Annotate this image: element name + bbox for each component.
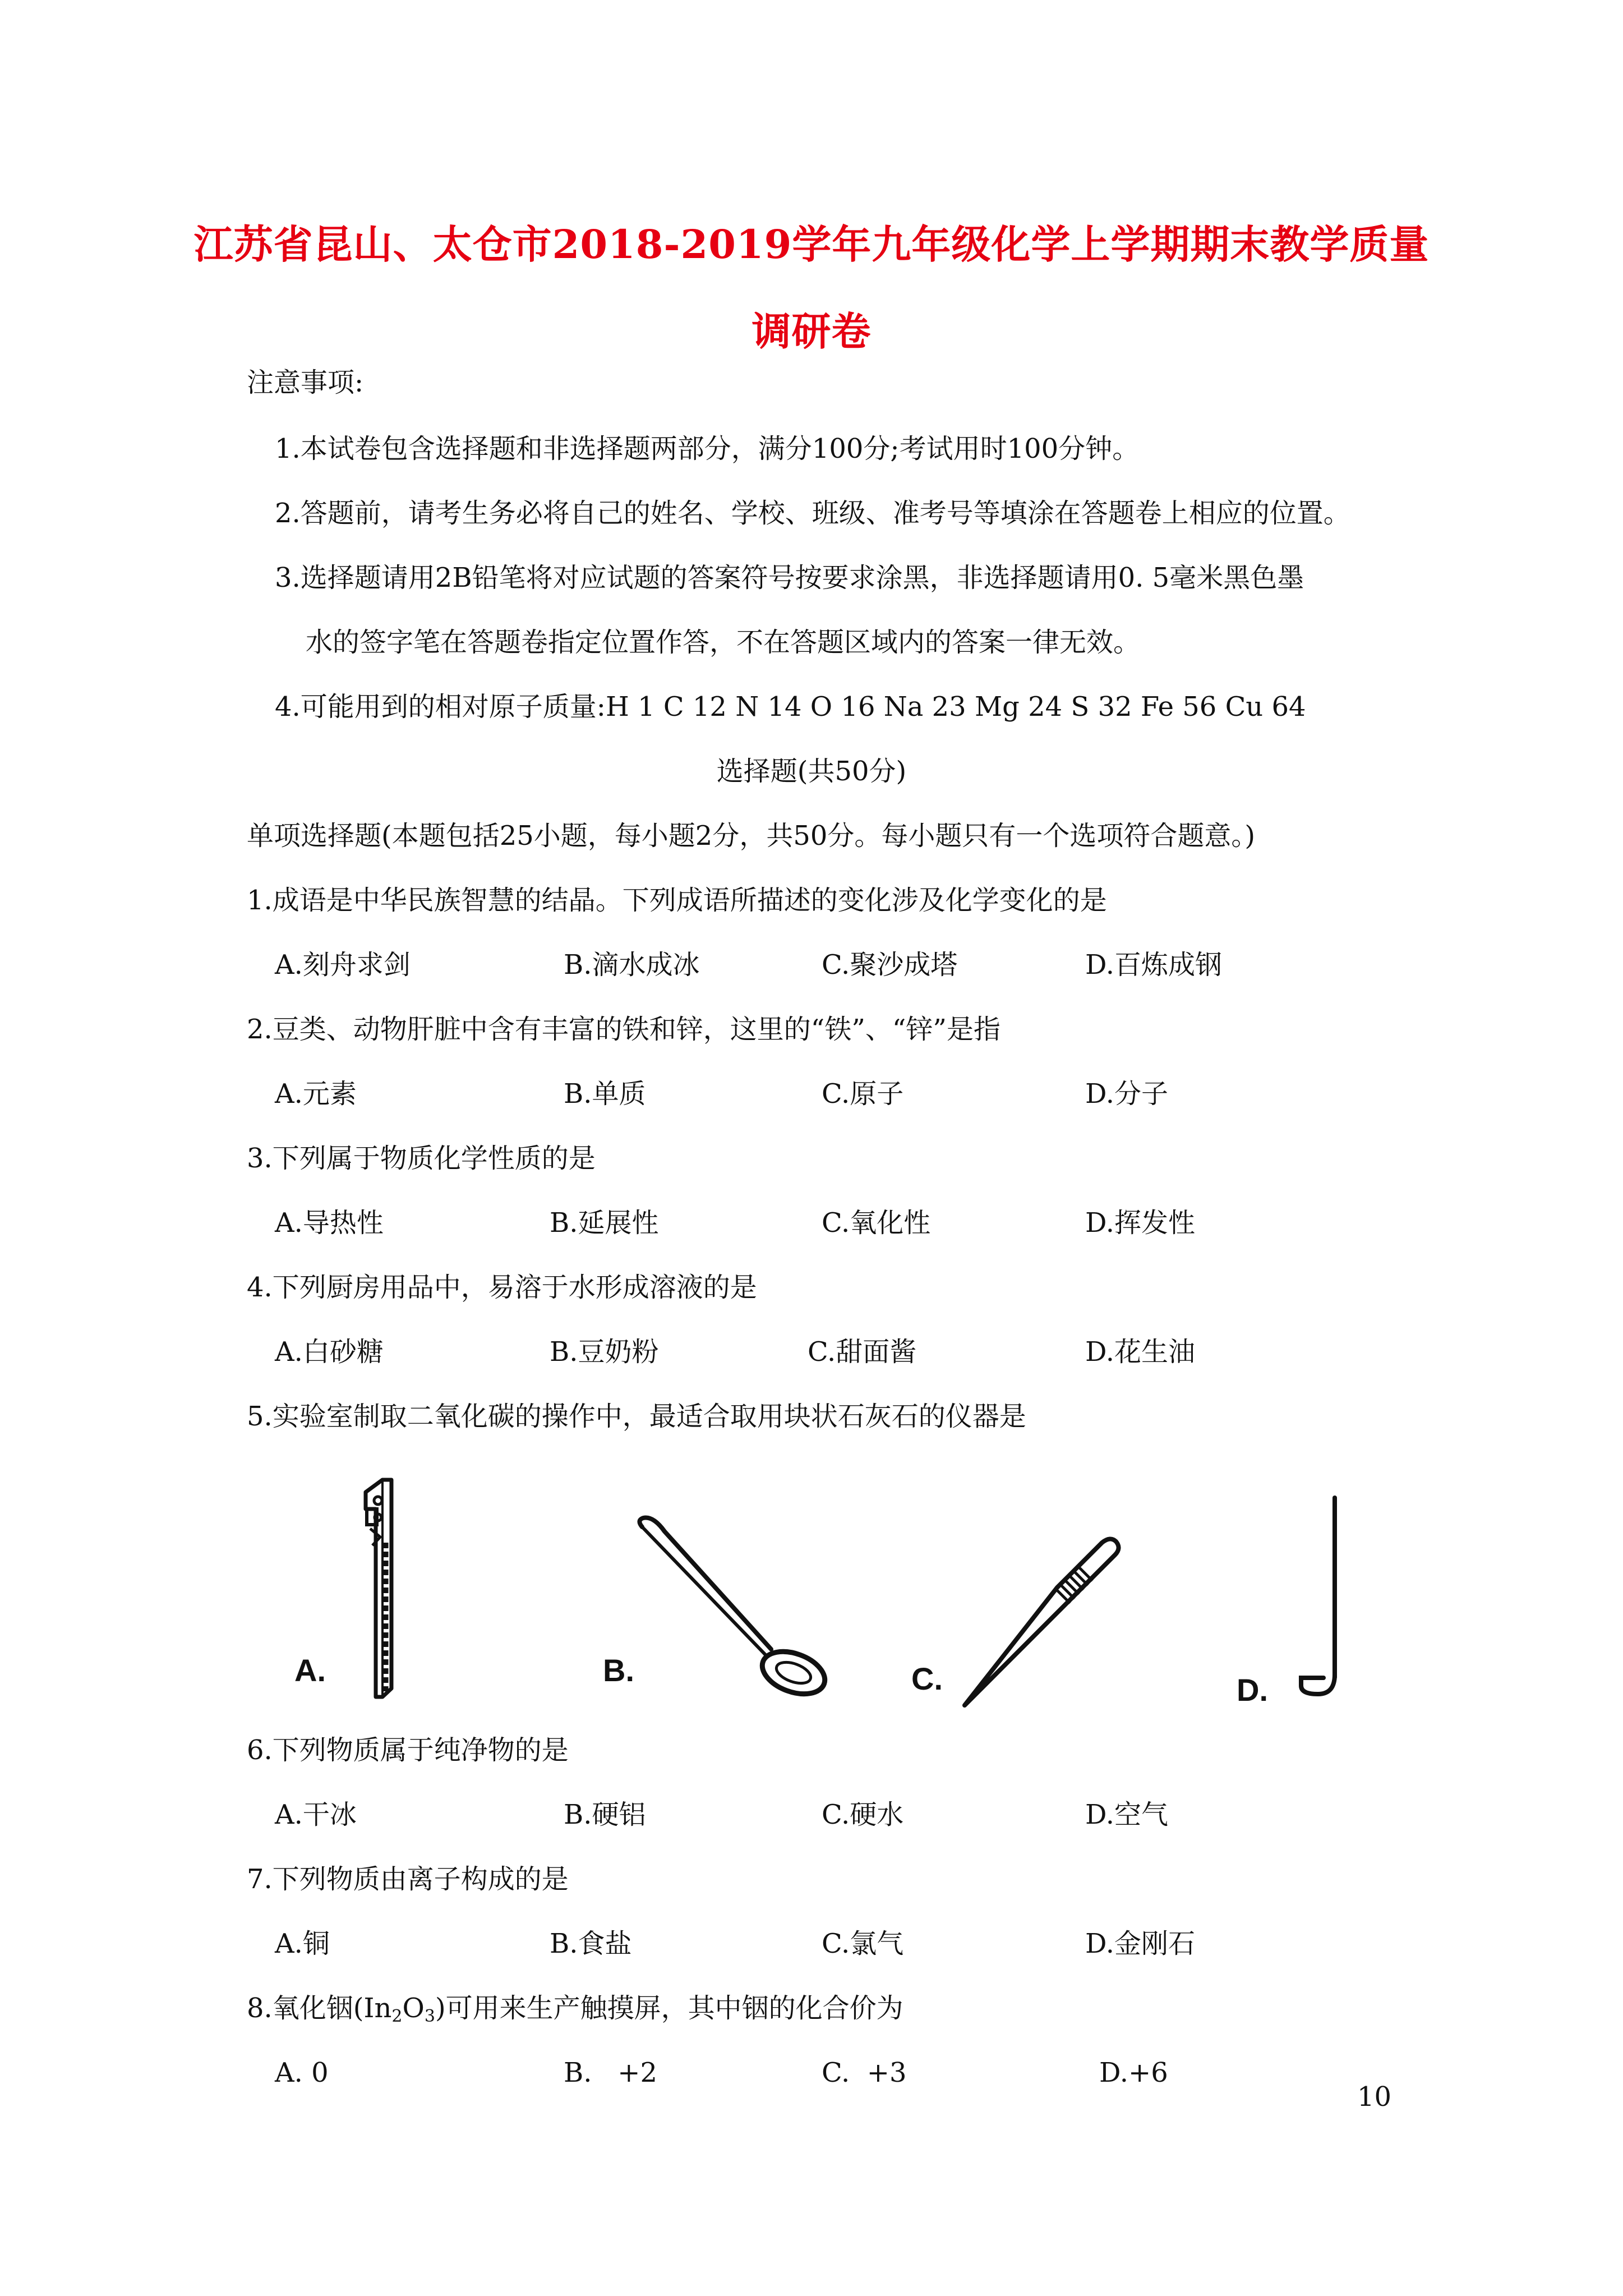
question-1-option-b: B.滴水成冰 (564, 949, 700, 981)
question-6-option-b: B.硬铝 (564, 1799, 646, 1830)
notice-heading: 注意事项: (247, 367, 364, 398)
question-8-option-d: D.+6 (1099, 2057, 1168, 2088)
notice-item-2: 2.答题前，请考生务必将自己的姓名、学校、班级、准考号等填涂在答题卷上相应的位置。 (275, 498, 1350, 529)
question-7-option-b: B.食盐 (550, 1928, 632, 1959)
question-2-stem: 2.豆类、动物肝脏中含有丰富的铁和锌，这里的“铁”、“锌”是指 (247, 1014, 1000, 1045)
question-1-option-a: A.刻舟求剑 (275, 949, 411, 981)
notice-item-3: 3.选择题请用2B铅笔将对应试题的答案符号按要求涂黑，非选择题请用0. 5毫米黑色墨 (275, 562, 1304, 593)
question-7-option-c: C.氯气 (822, 1928, 904, 1959)
question-7-stem: 7.下列物质由离子构成的是 (247, 1864, 569, 1895)
question-7-option-d: D.金刚石 (1085, 1928, 1196, 1959)
question-7-option-a: A.铜 (275, 1928, 330, 1959)
question-6-option-d: D.空气 (1085, 1799, 1169, 1830)
figure-label-d: D. (1237, 1672, 1268, 1708)
exam-title-line-1: 江苏省昆山、太仓市2018-2019学年九年级化学上学期期末教学质量 (193, 221, 1430, 268)
question-3-stem: 3.下列属于物质化学性质的是 (247, 1143, 596, 1174)
question-2-option-a: A.元素 (275, 1078, 357, 1110)
question-3-option-c: C.氧化性 (822, 1207, 931, 1239)
question-6-option-a: A.干冰 (275, 1799, 357, 1830)
notice-item-3-cont: 水的签字笔在答题卷指定位置作答，不在答题区域内的答案一律无效。 (306, 627, 1141, 658)
question-2-option-c: C.原子 (822, 1078, 904, 1110)
question-8-option-a: A. 0 (275, 2057, 329, 2088)
test-tube-clamp-icon (353, 1475, 404, 1700)
question-3-option-d: D.挥发性 (1085, 1207, 1196, 1239)
notice-item-4: 4.可能用到的相对原子质量:H 1 C 12 N 14 O 16 Na 23 Mg 24 S 32 Fe 56 Cu 64 (275, 691, 1306, 723)
question-2-option-d: D.分子 (1085, 1078, 1169, 1110)
question-1-stem: 1.成语是中华民族智慧的结晶。下列成语所描述的变化涉及化学变化的是 (247, 885, 1107, 916)
question-1-option-c: C.聚沙成塔 (822, 949, 958, 981)
exam-title-line-2: 调研卷 (751, 308, 872, 355)
question-4-option-d: D.花生油 (1085, 1336, 1196, 1368)
question-1-option-d: D.百炼成钢 (1085, 949, 1223, 981)
section-instruction: 单项选择题(本题包括25小题，每小题2分，共50分。每小题只有一个选项符合题意。) (247, 820, 1256, 852)
question-4-stem: 4.下列厨房用品中，易溶于水形成溶液的是 (247, 1272, 757, 1303)
question-2-option-b: B.单质 (564, 1078, 646, 1110)
question-8-option-b: B. +2 (564, 2057, 658, 2088)
question-3-option-a: A.导热性 (275, 1207, 384, 1239)
question-8-option-c: C. +3 (822, 2057, 907, 2088)
tweezers-icon (959, 1526, 1127, 1711)
question-3-option-b: B.延展性 (550, 1207, 659, 1239)
question-6-stem: 6.下列物质属于纯净物的是 (247, 1734, 569, 1766)
question-4-option-c: C.甜面酱 (808, 1336, 917, 1368)
figure-label-b: B. (603, 1653, 634, 1688)
question-6-option-c: C.硬水 (822, 1799, 904, 1830)
question-4-option-a: A.白砂糖 (275, 1336, 384, 1368)
page-number: 10 (1357, 2081, 1392, 2113)
question-4-option-b: B.豆奶粉 (550, 1336, 659, 1368)
combustion-spoon-icon (1290, 1495, 1357, 1708)
figure-label-a: A. (294, 1653, 326, 1688)
figure-label-c: C. (911, 1661, 943, 1696)
question-5-stem: 5.实验室制取二氧化碳的操作中，最适合取用块状石灰石的仪器是 (247, 1401, 1026, 1432)
section-title: 选择题(共50分) (716, 756, 907, 787)
notice-item-1: 1.本试卷包含选择题和非选择题两部分，满分100分;考试用时100分钟。 (275, 433, 1140, 464)
question-8-stem: 8.氧化铟$(In_2O_3)$可用来生产触摸屏，其中铟的化合价为 (247, 1993, 903, 2026)
medicine-spoon-icon (631, 1515, 838, 1700)
